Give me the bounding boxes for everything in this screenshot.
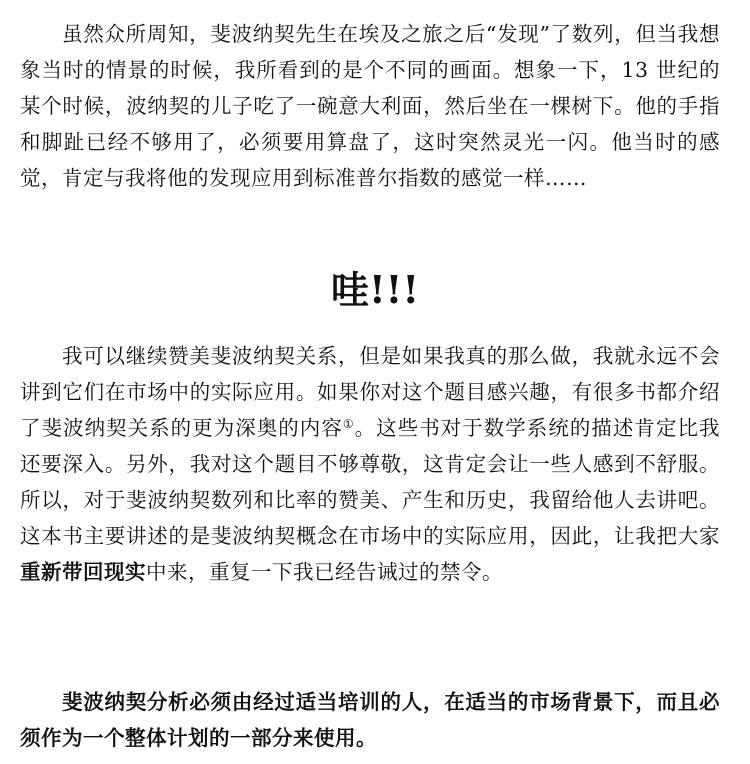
footnote-marker: ① <box>342 417 355 431</box>
intro-paragraph-text: 虽然众所周知，斐波纳契先生在埃及之旅之后“发现”了数列，但当我想象当时的情景的时候，我所看到的是个不同的画面。想象一下，13 世纪的某个时候，波纳契的儿子吃了一碗意大利面，然后坐在一棵树下。他的手指和脚趾已经不够用了，必须要用算盘了，这时突然灵光一闪。他当时的感觉，肯定与我将他的发现应用到标准普尔指数的感觉一样…… <box>20 22 720 190</box>
emphasis-text: 重新带回现实 <box>20 560 146 584</box>
body-paragraph <box>20 338 720 590</box>
exclamation-heading: 哇!!! <box>330 267 420 312</box>
warning-paragraph-text: 斐波纳契分析必须由经过适当培训的人，在适当的市场背景下，而且必须作为一个整体计划的一部分来使用。 <box>20 690 720 750</box>
body-paragraph-part3: 中来，重复一下我已经告诫过的禁令。 <box>146 560 503 584</box>
warning-paragraph <box>20 684 720 756</box>
body-paragraph-part2: 。这些书对于数学系统的描述肯定比我还要深入。另外，我对这个题目不够尊敬，这肯定会让一些人感到不舒服。所以，对于斐波纳契数列和比率的赞美、产生和历史，我留给他人去讲吧。这本书主要讲述的是斐波纳契概念在市场中的实际应用，因此，让我把大家 <box>20 416 720 548</box>
intro-paragraph <box>20 16 720 196</box>
body-paragraph-part1: 我可以继续赞美斐波纳契关系，但是如果我真的那么做，我就永远不会讲到它们在市场中的实际应用。如果你对这个题目感兴趣，有很多书都介绍了斐波纳契关系的更为深奥的内容 <box>20 344 720 440</box>
